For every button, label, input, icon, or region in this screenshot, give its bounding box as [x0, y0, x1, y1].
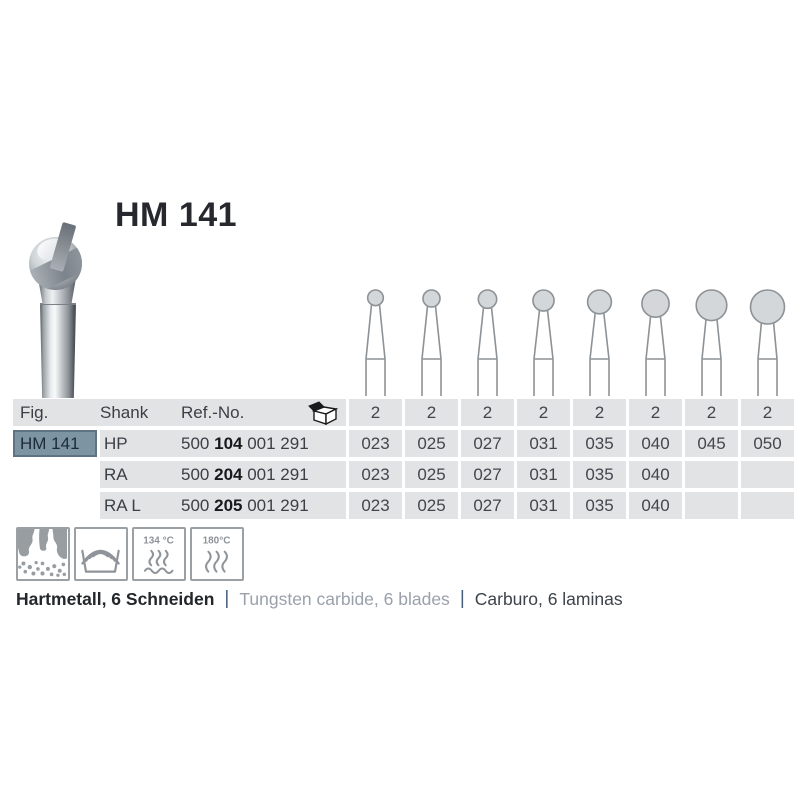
size-cell: 025: [405, 461, 458, 488]
size-cell: 045: [685, 430, 738, 457]
size-cell: 023: [349, 461, 402, 488]
shank-value: HP: [104, 433, 128, 453]
bur-size-icon-035: [573, 287, 626, 398]
ref-number: 500 104 001 291: [181, 433, 309, 453]
size-cell-empty: [685, 492, 738, 519]
size-cell: 025: [405, 430, 458, 457]
size-cell: 040: [629, 492, 682, 519]
package-box-icon: [306, 400, 342, 430]
pack-qty: 2: [685, 399, 738, 426]
bur-size-icon-031: [517, 287, 570, 398]
size-cell: 023: [349, 430, 402, 457]
bur-product-photo: [16, 228, 112, 398]
size-cell: 031: [517, 461, 570, 488]
material-description-line: [16, 588, 623, 610]
figure-cell-empty: [13, 492, 97, 519]
figure-cell-empty: [13, 461, 97, 488]
bur-size-icon-050: [741, 287, 794, 398]
pack-qty: 2: [741, 399, 794, 426]
table-header-left: [13, 399, 346, 426]
size-cell-empty: [685, 461, 738, 488]
bur-size-icon-023: [349, 287, 402, 398]
size-cell: 050: [741, 430, 794, 457]
description-spanish: Carburo, 6 laminas: [474, 588, 623, 609]
temperature-label: 180°C: [202, 535, 231, 547]
pictogram-strip: [16, 527, 244, 581]
size-cell: 040: [629, 430, 682, 457]
separator-bar: |: [459, 588, 465, 609]
size-cell-empty: [741, 461, 794, 488]
size-cell: 040: [629, 461, 682, 488]
size-table: [13, 399, 794, 519]
bur-size-icon-040: [629, 287, 682, 398]
table-row: [100, 492, 346, 519]
size-cell: 027: [461, 461, 514, 488]
ref-number: 500 205 001 291: [181, 495, 309, 515]
size-cell: 027: [461, 430, 514, 457]
pack-qty: 2: [517, 399, 570, 426]
size-cell: 031: [517, 492, 570, 519]
pack-qty: 2: [629, 399, 682, 426]
column-header-fig: Fig.: [20, 402, 49, 422]
pack-qty: 2: [405, 399, 458, 426]
size-cell: 023: [349, 492, 402, 519]
description-english: Tungsten carbide, 6 blades: [239, 588, 450, 609]
size-cell: 035: [573, 461, 626, 488]
table-row: [100, 430, 346, 457]
description-german: Hartmetall, 6 Schneiden: [16, 588, 215, 609]
size-cell-empty: [741, 492, 794, 519]
page-title: HM 141: [115, 196, 238, 234]
size-cell: 027: [461, 492, 514, 519]
size-cell: 031: [517, 430, 570, 457]
bur-size-icon-027: [461, 287, 514, 398]
temperature-label: 134 °C: [143, 535, 174, 547]
dry-heat-sterilizable-icon: [190, 527, 244, 581]
pack-qty: 2: [461, 399, 514, 426]
ref-number: 500 204 001 291: [181, 464, 309, 484]
pack-qty: 2: [573, 399, 626, 426]
steam-sterilizable-icon: [132, 527, 186, 581]
column-header-shank: Shank: [100, 402, 149, 422]
size-cell: 035: [573, 430, 626, 457]
bur-photo-shank: [40, 303, 76, 398]
size-cell: 035: [573, 492, 626, 519]
size-cell: 025: [405, 492, 458, 519]
thermo-disinfectable-icon: [74, 527, 128, 581]
separator-bar: |: [224, 588, 230, 609]
pack-qty: 2: [349, 399, 402, 426]
bur-size-icon-025: [405, 287, 458, 398]
bur-size-icon-045: [685, 287, 738, 398]
figure-cell-hm141: HM 141: [13, 430, 97, 457]
column-header-ref: Ref.-No.: [181, 402, 245, 422]
table-row: [100, 461, 346, 488]
bone-structure-icon: [16, 527, 70, 581]
shank-value: RA: [104, 464, 128, 484]
shank-value: RA L: [104, 495, 141, 515]
